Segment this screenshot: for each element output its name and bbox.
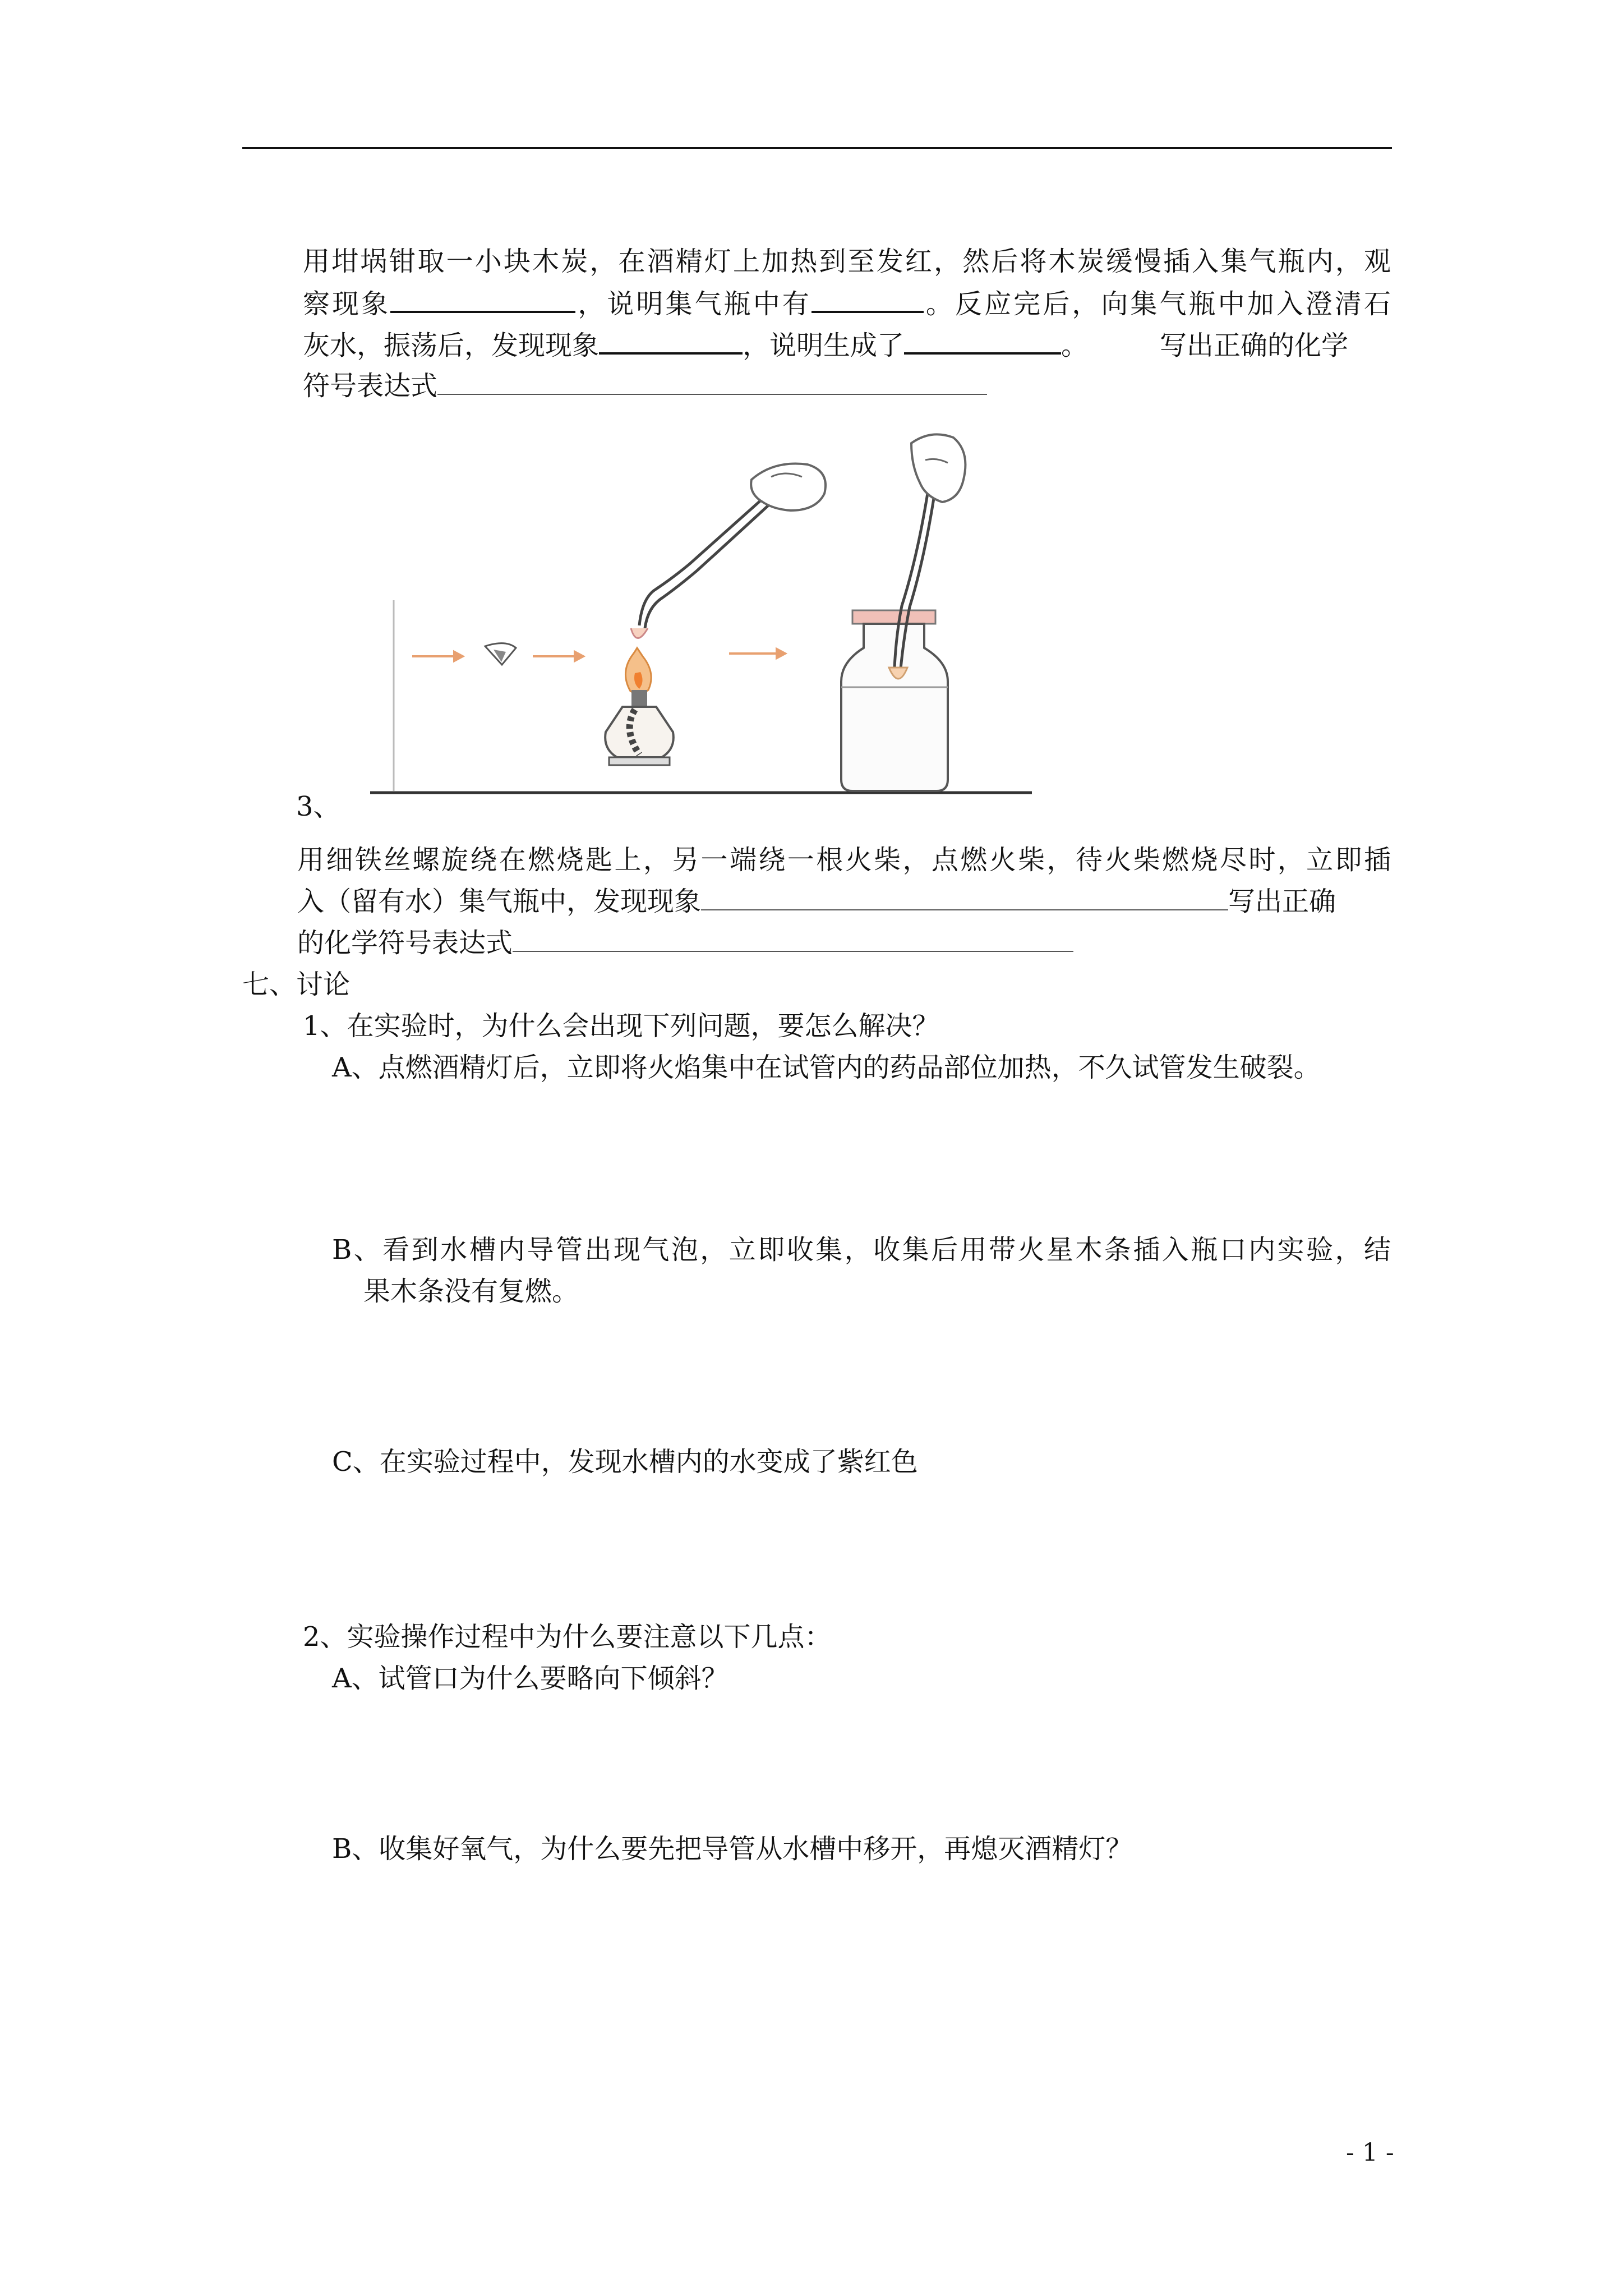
question-1c: C、在实验过程中，发现水槽内的水变成了紫红色 bbox=[332, 1446, 918, 1478]
hand-icon bbox=[911, 434, 965, 502]
p1-line-1: 用坩埚钳取一小块木炭，在酒精灯上加热到至发红，然后将木炭缓慢插入集气瓶内，观 bbox=[303, 246, 1391, 277]
question-1a: A、点燃酒精灯后，立即将火焰集中在试管内的药品部位加热，不久试管发生破裂。 bbox=[332, 1052, 1321, 1083]
blank-limewater-phenomenon[interactable] bbox=[599, 323, 743, 355]
hand-icon bbox=[751, 464, 826, 510]
p1-line-4: 符号表达式 bbox=[303, 365, 987, 407]
charcoal-icon bbox=[485, 643, 516, 665]
p3-line-3: 的化学符号表达式 bbox=[297, 922, 1073, 964]
p1-line-3: 灰水，振荡后，发现现象 ，说明生成了 。 写出正确的化学 bbox=[303, 323, 1391, 367]
alcohol-lamp-icon bbox=[605, 648, 674, 765]
arrow-icon bbox=[412, 649, 785, 661]
question-2a: A、试管口为什么要略向下倾斜？ bbox=[332, 1663, 728, 1694]
question-1: 1、在实验时，为什么会出现下列问题，要怎么解决？ bbox=[303, 1010, 939, 1042]
blank-iron-phenomenon[interactable] bbox=[701, 880, 1228, 910]
question-1b-line-1: B、看到水槽内导管出现气泡，立即收集，收集后用带火星木条插入瓶口内实验，结 bbox=[332, 1234, 1391, 1266]
gas-jar-icon bbox=[841, 610, 948, 791]
crucible-tongs-icon bbox=[631, 494, 775, 638]
section-title: 七、讨论 bbox=[242, 969, 351, 1000]
question-2b: B、收集好氧气，为什么要先把导管从水槽中移开，再熄灭酒精灯？ bbox=[332, 1833, 1133, 1865]
charcoal-experiment-figure bbox=[359, 426, 1043, 808]
page-number: - 1 - bbox=[1346, 2138, 1394, 2167]
blank-equation-2[interactable] bbox=[513, 922, 1073, 952]
blank-equation-1[interactable] bbox=[437, 365, 987, 395]
figure-label: 3、 bbox=[296, 791, 340, 822]
p3-line-2: 入（留有水）集气瓶中，发现现象 写出正确 bbox=[297, 880, 1336, 923]
p1-line-2: 察现象 ，说明集气瓶中有 。反应完后，向集气瓶中加入澄清石 bbox=[303, 282, 1391, 325]
question-2: 2、实验操作过程中为什么要注意以下几点： bbox=[303, 1621, 832, 1653]
blank-product[interactable] bbox=[904, 323, 1061, 355]
header-rule bbox=[242, 147, 1392, 149]
p3-line-1: 用细铁丝螺旋绕在燃烧匙上，另一端绕一根火柴，点燃火柴，待火柴燃烧尽时，立即插 bbox=[297, 844, 1391, 876]
blank-gas[interactable] bbox=[811, 282, 924, 313]
blank-phenomenon[interactable] bbox=[390, 282, 575, 313]
question-1b-line-2: 果木条没有复燃。 bbox=[363, 1276, 579, 1307]
